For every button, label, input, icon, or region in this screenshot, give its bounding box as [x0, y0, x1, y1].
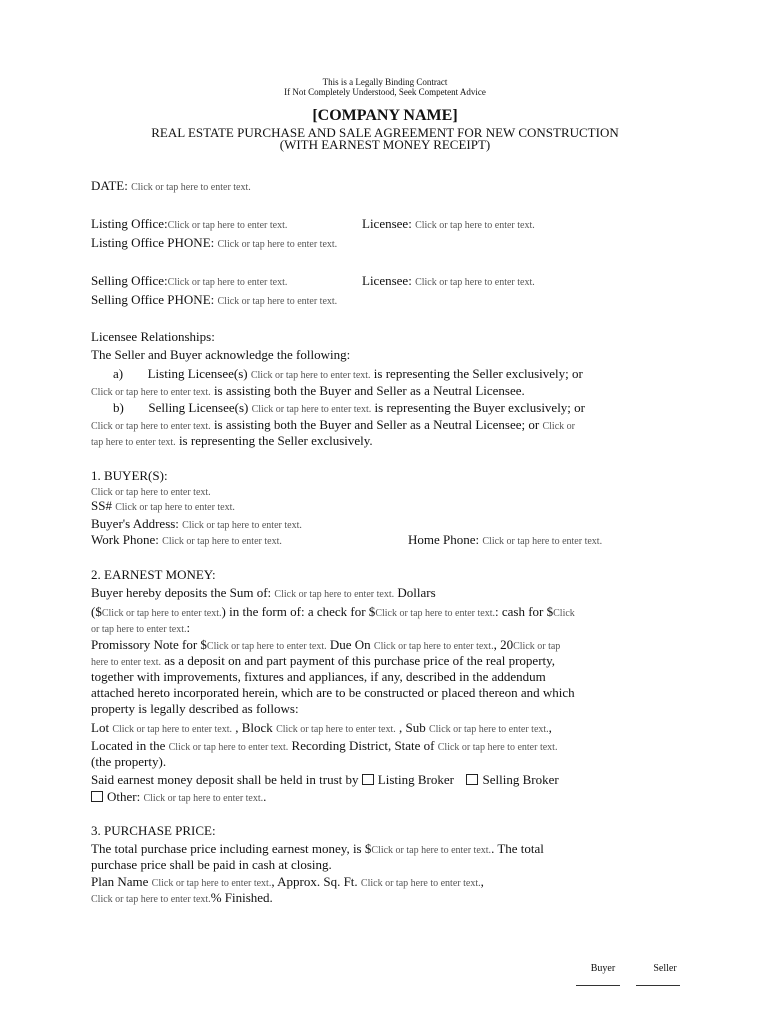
sqft-label: , Approx. Sq. Ft. [271, 874, 358, 889]
listing-phone-row [91, 235, 337, 253]
check-for-text: ) in the form of: a check for $ [221, 604, 376, 619]
legal-comma: , [548, 720, 552, 735]
selling-phone-field[interactable]: Click or tap here to enter text. [217, 296, 338, 307]
other-label: Other: [107, 789, 141, 804]
due-year-field-start[interactable]: Click or tap [513, 641, 561, 652]
ss-label: SS# [91, 498, 112, 513]
buyer-names-field[interactable]: Click or tap here to enter text. [91, 487, 211, 498]
listing-licensee-field[interactable]: Click or tap here to enter text. [415, 220, 535, 231]
neutral-licensee-b-field[interactable]: Click or tap here to enter text. [91, 421, 211, 432]
date-row [91, 178, 251, 196]
relationship-b-text: is representing the Buyer exclusively; or [374, 400, 586, 415]
listing-phone-field[interactable]: Click or tap here to enter text. [217, 239, 338, 250]
form-open: ($ [91, 604, 102, 619]
property-label: (the property). [91, 754, 167, 769]
promissory-amount-field[interactable]: Click or tap here to enter text. [206, 641, 327, 652]
home-phone-row [408, 532, 602, 550]
promissory-label: Promissory Note for $ [91, 637, 207, 652]
work-phone-label: Work Phone: [91, 532, 159, 547]
relationships-intro: The Seller and Buyer acknowledge the following: [91, 347, 351, 362]
other-period: . [263, 789, 267, 804]
cash-amount-field-end[interactable]: or tap here to enter text. [91, 624, 187, 635]
twenty-label: , 20 [493, 637, 514, 652]
selling-phone-label: Selling Office PHONE: [91, 292, 215, 307]
date-field[interactable]: Click or tap here to enter text. [131, 182, 251, 193]
ss-field[interactable]: Click or tap here to enter text. [115, 502, 235, 513]
cash-for-text: : cash for $ [495, 604, 554, 619]
deposit-text-4: property is legally described as follows: [91, 701, 299, 716]
relationship-b3-row [91, 433, 373, 451]
listing-licensee-row [362, 216, 535, 234]
earnest-sum-row [91, 585, 436, 603]
colon: : [186, 620, 191, 635]
buyers-heading: 1. BUYER(S): [91, 468, 168, 483]
seller-initials-line[interactable] [636, 985, 680, 986]
dollars-label: Dollars [397, 585, 436, 600]
selling-broker-checkbox[interactable] [466, 774, 478, 785]
earnest-sum-field[interactable]: Click or tap here to enter text. [274, 589, 395, 600]
relationship-a-marker: a) [113, 366, 124, 381]
relationship-a2-text: is assisting both the Buyer and Seller as a Neutral Licensee. [213, 383, 525, 398]
relationship-b2-text: is assisting both the Buyer and Seller as a Neutral Licensee; or [213, 417, 540, 432]
company-name: [COMPANY NAME] [312, 107, 458, 124]
relationship-b-marker: b) [113, 400, 124, 415]
purchase-heading: 3. PURCHASE PRICE: [91, 823, 216, 838]
legal-description-row [91, 720, 552, 738]
seller-initials-label: Seller [653, 963, 677, 974]
other-checkbox[interactable] [91, 791, 103, 802]
buyer-initials-line[interactable] [576, 985, 620, 986]
selling-phone-row [91, 292, 337, 310]
deposit-text-1: as a deposit on and part payment of this purchase price of the real property, [164, 653, 556, 668]
relationship-a-text: is representing the Seller exclusively; or [373, 366, 583, 381]
block-field[interactable]: Click or tap here to enter text. [276, 724, 396, 735]
home-phone-label: Home Phone: [408, 532, 480, 547]
work-phone-row [91, 532, 282, 550]
deposit-text-3: attached hereto incorporated herein, which are to be constructed or placed thereon and which [91, 685, 575, 700]
selling-licensee-field[interactable]: Click or tap here to enter text. [415, 277, 535, 288]
work-phone-field[interactable]: Click or tap here to enter text. [162, 536, 282, 547]
lot-field[interactable]: Click or tap here to enter text. [112, 724, 232, 735]
relationship-a2-row [91, 383, 525, 401]
earnest-form-row-cont [91, 620, 190, 638]
plan-name-field[interactable]: Click or tap here to enter text. [151, 878, 272, 889]
home-phone-field[interactable]: Click or tap here to enter text. [482, 536, 603, 547]
deposit-text-2: together with improvements, fixtures and appliances, if any, described in the addendum [91, 669, 546, 684]
located-field[interactable]: Click or tap here to enter text. [168, 742, 289, 753]
held-in-trust-row [91, 772, 559, 788]
plan-name-label: Plan Name [91, 874, 149, 889]
buyer-address-label: Buyer's Address: [91, 516, 179, 531]
recording-label: Recording District, State of [291, 738, 435, 753]
selling-licensee-label: Licensee: [362, 273, 412, 288]
selling-office-row [91, 273, 287, 291]
buyer-address-field[interactable]: Click or tap here to enter text. [182, 520, 302, 531]
block-label: , Block [235, 720, 273, 735]
listing-licensee-names-field[interactable]: Click or tap here to enter text. [250, 370, 371, 381]
buyer-initials-label: Buyer [590, 963, 616, 974]
earnest-amount-field[interactable]: Click or tap here to enter text. [101, 608, 222, 619]
listing-office-field[interactable]: Click or tap here to enter text. [167, 220, 288, 231]
sub-field[interactable]: Click or tap here to enter text. [428, 724, 549, 735]
ss-row [91, 498, 235, 516]
listing-licensee-label: Licensee: [362, 216, 412, 231]
seller-licensee-field-end[interactable]: tap here to enter text. [91, 437, 176, 448]
relationship-b-row [113, 400, 585, 418]
relationship-b-label: Selling Licensee(s) [148, 400, 249, 415]
seller-licensee-field-start[interactable]: Click or [542, 421, 575, 432]
other-field[interactable]: Click or tap here to enter text. [143, 793, 264, 804]
due-date-field[interactable]: Click or tap here to enter text. [373, 641, 494, 652]
cash-at-closing-text: purchase price shall be paid in cash at closing. [91, 857, 332, 872]
percent-finished-label: % Finished. [210, 890, 273, 905]
state-field[interactable]: Click or tap here to enter text. [437, 742, 558, 753]
listing-office-row [91, 216, 287, 234]
date-label: DATE: [91, 178, 128, 193]
neutral-licensee-a-field[interactable]: Click or tap here to enter text. [91, 387, 211, 398]
listing-office-label: Listing Office: [91, 216, 168, 231]
selling-licensee-names-field[interactable]: Click or tap here to enter text. [251, 404, 372, 415]
other-row [91, 789, 266, 807]
located-label: Located in the [91, 738, 166, 753]
earnest-heading: 2. EARNEST MONEY: [91, 567, 216, 582]
binding-notice: This is a Legally Binding Contract [322, 77, 448, 87]
plan-comma: , [480, 874, 484, 889]
relationship-a-label: Listing Licensee(s) [147, 366, 248, 381]
sub-label: , Sub [399, 720, 426, 735]
due-on-label: Due On [329, 637, 371, 652]
listing-broker-label: Listing Broker [377, 772, 454, 787]
selling-office-label: Selling Office: [91, 273, 168, 288]
total-price-text: The total purchase price including earnest money, is $ [91, 841, 372, 856]
relationships-heading: Licensee Relationships: [91, 329, 215, 344]
selling-licensee-row [362, 273, 535, 291]
lot-label: Lot [91, 720, 110, 735]
percent-finished-row [91, 890, 273, 908]
sqft-field[interactable]: Click or tap here to enter text. [360, 878, 481, 889]
document-title: REAL ESTATE PURCHASE AND SALE AGREEMENT FOR NEW CONSTRUCTION [151, 125, 619, 140]
due-year-field-end[interactable]: here to enter text. [91, 657, 161, 668]
held-text: Said earnest money deposit shall be held in trust by [91, 772, 359, 787]
advice-notice: If Not Completely Understood, Seek Competent Advice [284, 87, 486, 97]
listing-phone-label: Listing Office PHONE: [91, 235, 215, 250]
total-price-field[interactable]: Click or tap here to enter text. [371, 845, 492, 856]
selling-broker-label: Selling Broker [482, 772, 559, 787]
document-subtitle: (WITH EARNEST MONEY RECEIPT) [279, 137, 491, 152]
selling-office-field[interactable]: Click or tap here to enter text. [167, 277, 288, 288]
cash-amount-field-start[interactable]: Click [553, 608, 575, 619]
check-amount-field[interactable]: Click or tap here to enter text. [375, 608, 495, 619]
percent-finished-field[interactable]: Click or tap here to enter text. [91, 894, 211, 905]
earnest-sum-label: Buyer hereby deposits the Sum of: [91, 585, 272, 600]
relationship-b3-text: is representing the Seller exclusively. [178, 433, 373, 448]
total-price-tail: . The total [491, 841, 544, 856]
relationship-a-row [113, 366, 583, 384]
listing-broker-checkbox[interactable] [362, 774, 374, 785]
